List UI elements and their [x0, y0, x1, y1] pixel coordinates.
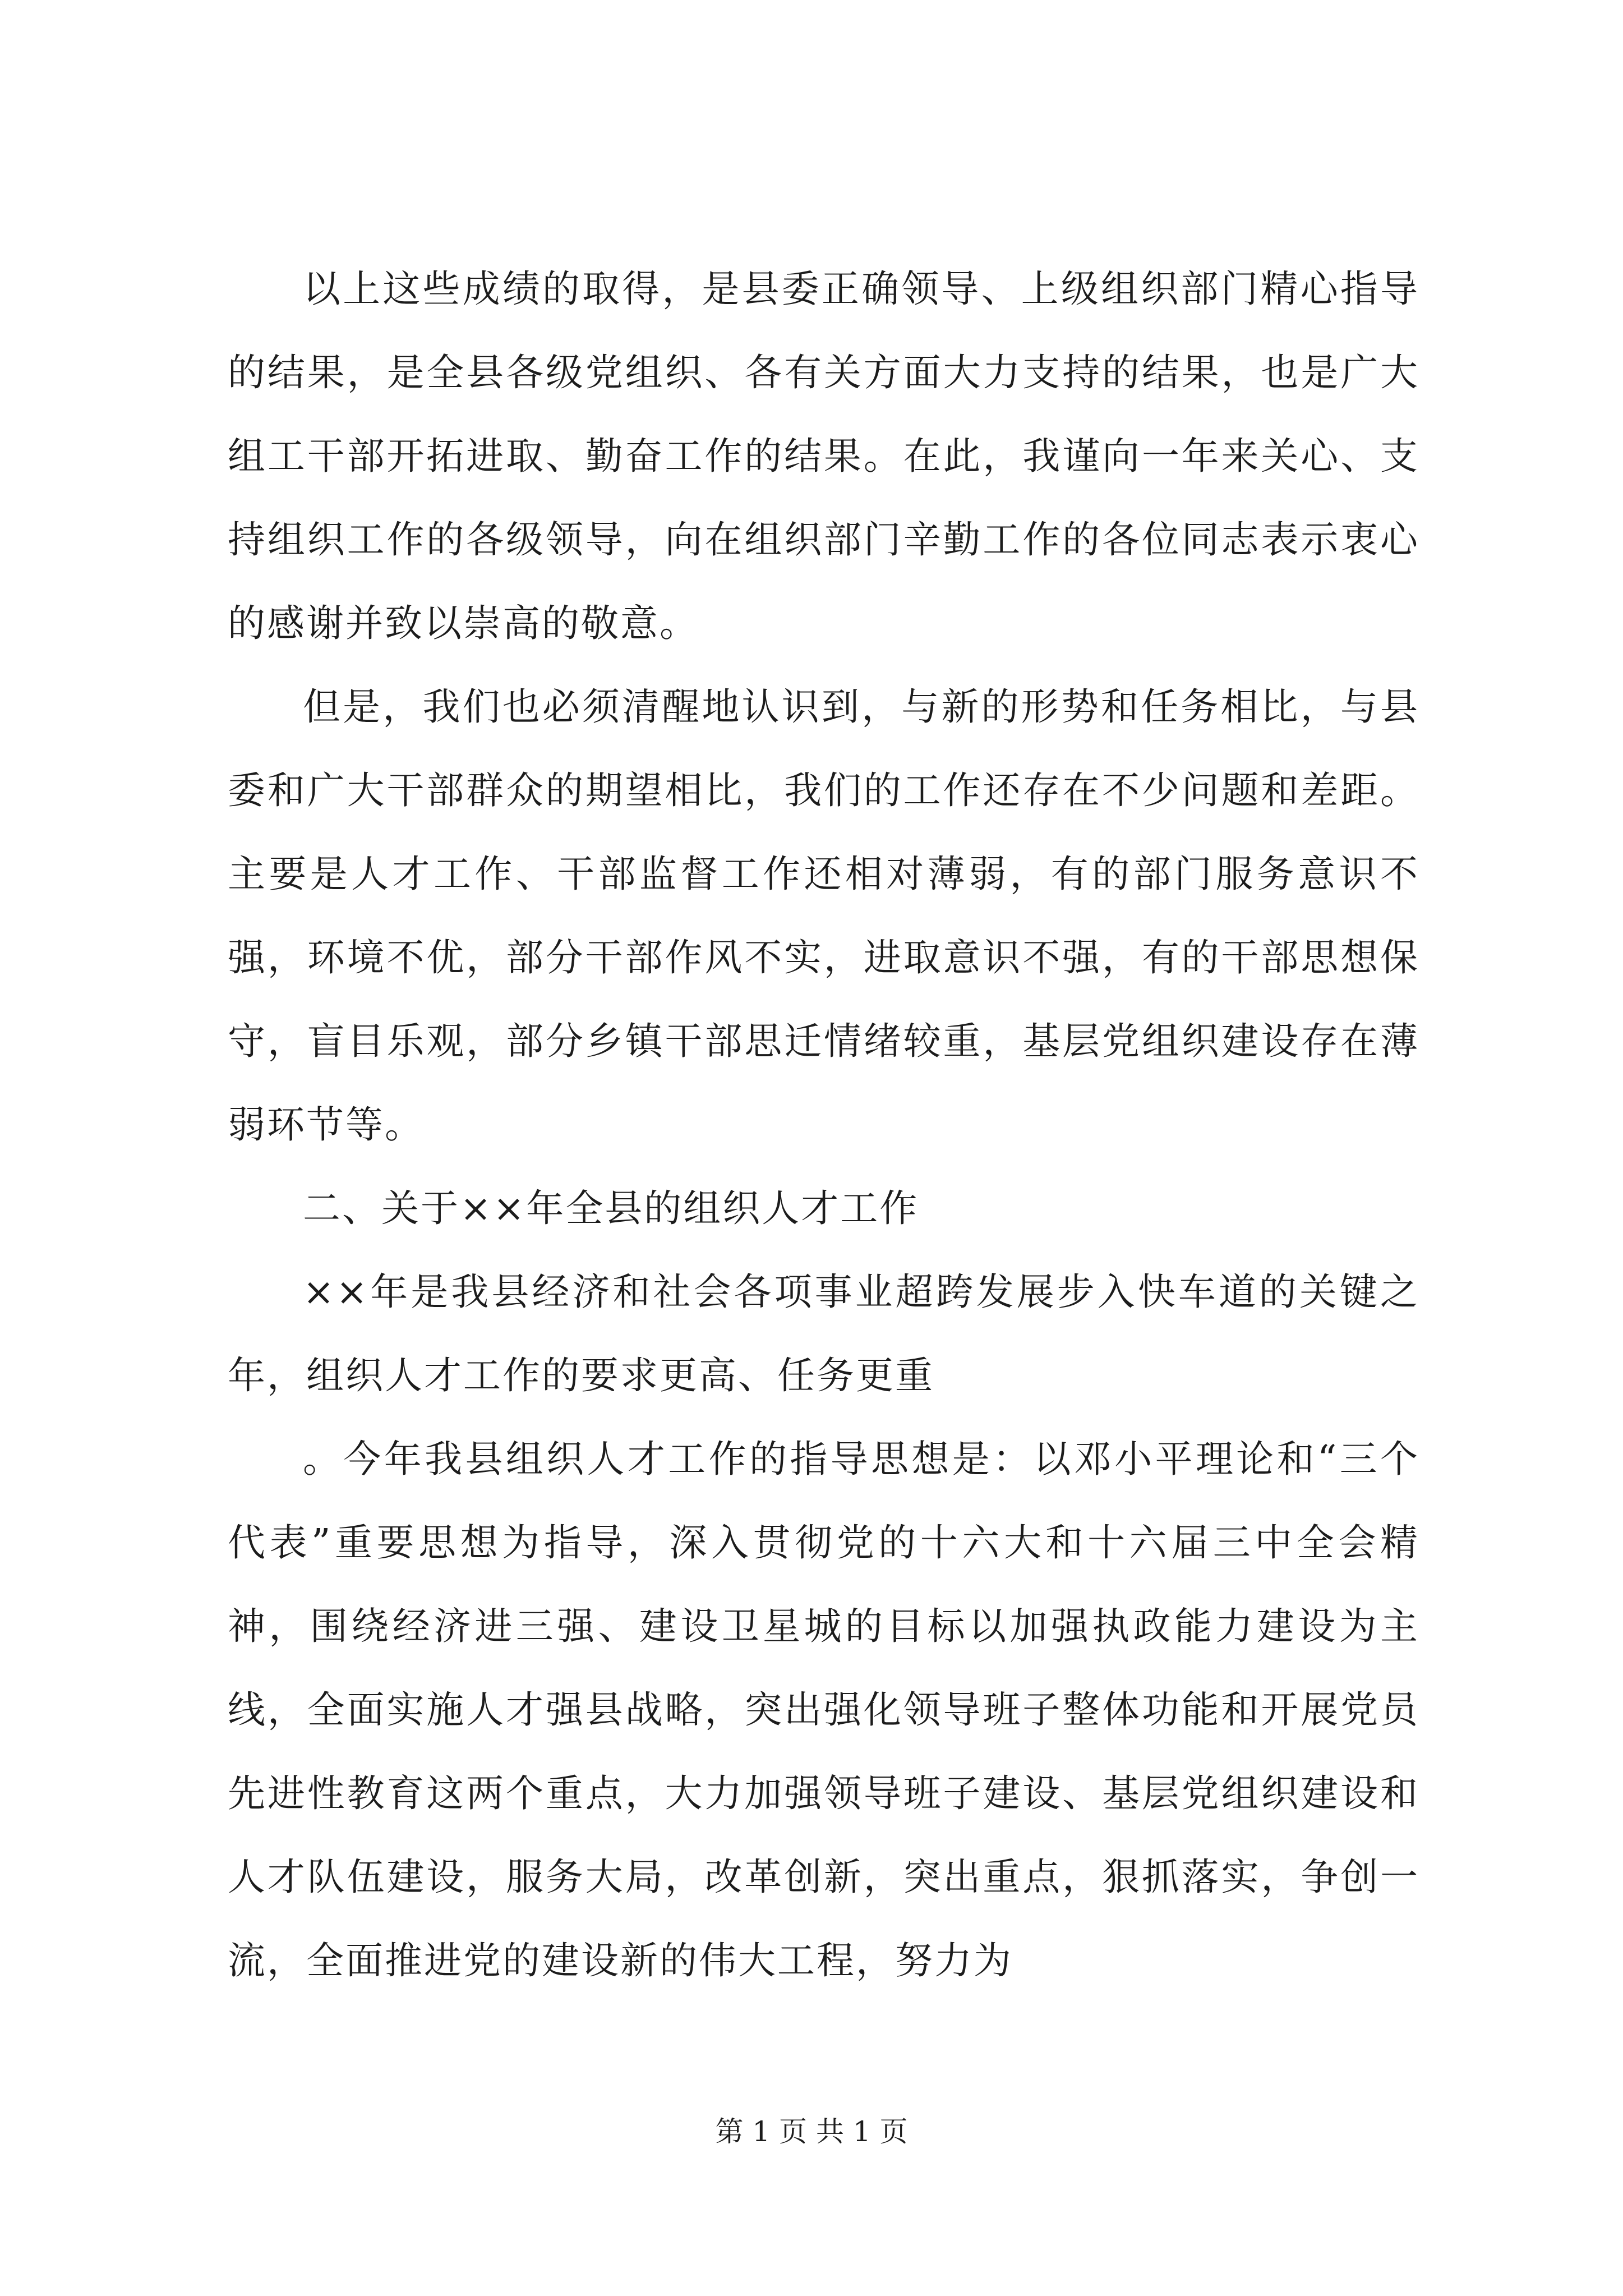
paragraph-key-year: ××年是我县经济和社会各项事业超跨发展步入快车道的关键之年，组织人才工作的要求更高、任务更重	[228, 1270, 1419, 1397]
document-body	[228, 247, 1419, 2003]
paragraph-achievements-thanks: 以上这些成绩的取得，是县委正确领导、上级组织部门精心指导的结果，是全县各级党组织、各有关方面大力支持的结果，也是广大组工干部开拓进取、勤奋工作的结果。在此，我谨向一年来关心、支持组织工作的各级领导，向在组织部门辛勤工作的各位同志表示衷心的感谢并致以崇高的敬意。	[228, 267, 1419, 645]
paragraph-guiding-ideology: 。今年我县组织人才工作的指导思想是：以邓小平理论和“三个代表”重要思想为指导，深入贯彻党的十六大和十六届三中全会精神，围绕经济进三强、建设卫星城的目标以加强执政能力建设为主线，全面实施人才强县战略，突出强化领导班子整体功能和开展党员先进性教育这两个重点，大力加强领导班子建设、基层党组织建设和人才队伍建设，服务大局，改革创新，突出重点，狠抓落实，争创一流，全面推进党的建设新的伟大工程，努力为	[228, 1437, 1419, 1982]
section-heading: 二、关于××年全县的组织人才工作	[303, 1186, 919, 1230]
page-number-footer: 第 1 页 共 1 页	[715, 2115, 908, 2148]
paragraph-problems: 但是，我们也必须清醒地认识到，与新的形势和任务相比，与县委和广大干部群众的期望相比，我们的工作还存在不少问题和差距。主要是人才工作、干部监督工作还相对薄弱，有的部门服务意识不强，环境不优，部分干部作风不实，进取意识不强，有的干部思想保守，盲目乐观，部分乡镇干部思迁情绪较重，基层党组织建设存在薄弱环节等。	[228, 685, 1419, 1147]
